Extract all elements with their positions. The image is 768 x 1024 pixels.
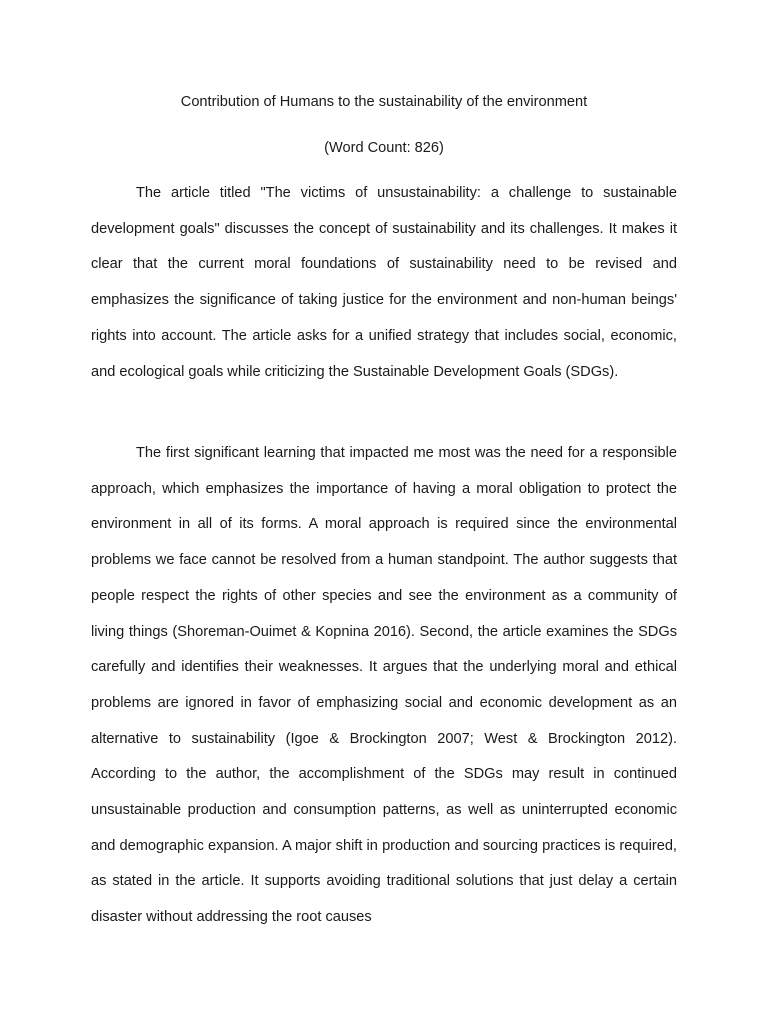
paragraph-2: The first significant learning that impacted me most was the need for a responsible approach, which emphasizes the importance of having a moral obligation to protect the environment in all of its forms. A moral approach is required since the environmental problems we face cannot be resolved from a human standpoint. The author suggests that people respect the rights of other species and see the environment as a community of living things (Shoreman-Ouimet & Kopnina 2016). Second, the article examines the SDGs carefully and identifies their weaknesses. It argues that the underlying moral and ethical problems are ignored in favor of emphasizing social and economic development as an alternative to sustainability (Igoe & Brockington 2007; West & Brockington 2012). According to the author, the accomplishment of the SDGs may result in continued unsustainable production and consumption patterns, as well as uninterrupted economic and demographic expansion. A major shift in production and sourcing practices is required, as stated in the article. It supports avoiding traditional solutions that just delay a certain disaster without addressing the root causes	[91, 445, 677, 926]
paragraph-1: The article titled "The victims of unsustainability: a challenge to sustainable development goals" discusses the concept of sustainability and its challenges. It makes it clear that the current moral foundations of sustainability need to be revised and emphasizes the significance of taking justice for the environment and non-human beings' rights into account. The article asks for a unified strategy that includes social, economic, and ecological goals while criticizing the Sustainable Development Goals (SDGs).	[91, 185, 677, 380]
document-title: Contribution of Humans to the sustainability of the environment	[180, 94, 588, 110]
word-count: (Word Count: 826)	[324, 140, 444, 156]
